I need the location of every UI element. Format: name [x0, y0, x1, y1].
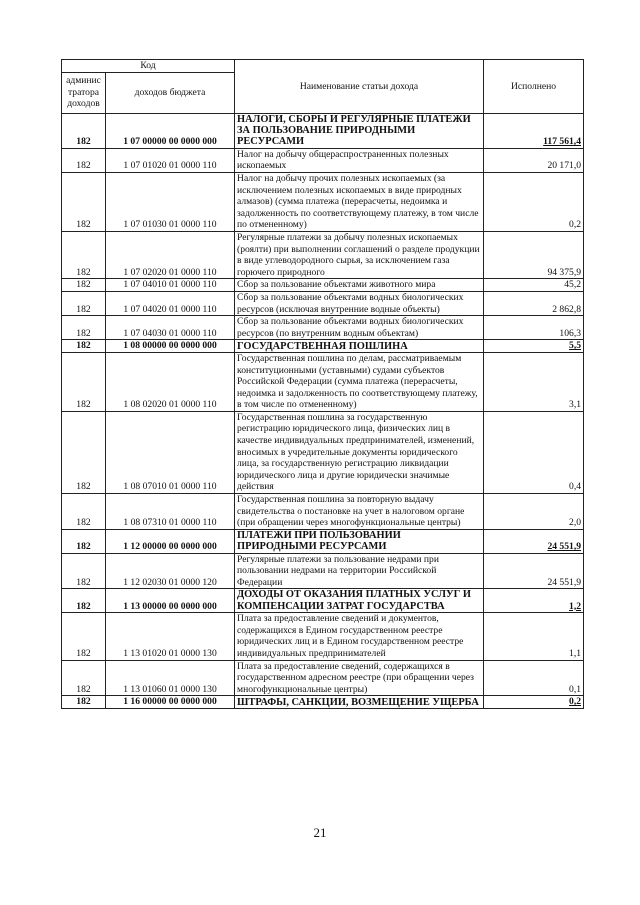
- table-row: [62, 291, 584, 315]
- amount-cell: 5,5: [484, 340, 584, 353]
- admin-code-cell: 182: [62, 352, 106, 411]
- admin-code-cell: 182: [62, 529, 106, 553]
- amount-cell: 106,3: [484, 316, 584, 340]
- admin-code-cell: 182: [62, 660, 106, 696]
- income-name-cell: Регулярные платежи за добычу полезных ископаемых (роялти) при выполнении соглашений о разделе продукции в виде углеводородного сырья, за исключением газа горючего природного: [235, 231, 484, 278]
- admin-code-cell: 182: [62, 494, 106, 530]
- page-number: 21: [313, 825, 327, 840]
- budget-income-table: [61, 59, 584, 709]
- admin-code-cell: 182: [62, 553, 106, 589]
- amount-cell: 117 561,4: [484, 113, 584, 148]
- amount-cell: 2 862,8: [484, 291, 584, 315]
- table-row: [62, 340, 584, 353]
- admin-code-cell: 182: [62, 279, 106, 292]
- income-code-cell: 1 08 07310 01 0000 110: [106, 494, 235, 530]
- income-code-cell: 1 07 04010 01 0000 110: [106, 279, 235, 292]
- table-row: [62, 231, 584, 278]
- income-name-cell: Государственная пошлина по делам, рассматриваемым конституционными (уставными) судами субъектов Российской Федерации (сумма платежа (перерасчеты, недоимка и задолженность по соответствующему платежу, в том числе по отмененному): [235, 352, 484, 411]
- income-name-cell: НАЛОГИ, СБОРЫ И РЕГУЛЯРНЫЕ ПЛАТЕЖИ ЗА ПОЛЬЗОВАНИЕ ПРИРОДНЫМИ РЕСУРСАМИ: [235, 113, 484, 148]
- amount-cell: 24 551,9: [484, 529, 584, 553]
- income-code-cell: 1 12 02030 01 0000 120: [106, 553, 235, 589]
- income-name-cell: Налог на добычу общераспространенных полезных ископаемых: [235, 148, 484, 172]
- income-name-cell: Налог на добычу прочих полезных ископаемых (за исключением полезных ископаемых в виде природных алмазов) (сумма платежа (перерасчеты, недоимка и задолженность по соответствующему платежу, в том числе по отмененному): [235, 173, 484, 232]
- income-code-cell: 1 07 04020 01 0000 110: [106, 291, 235, 315]
- income-name-cell: Сбор за пользование объектами водных биологических ресурсов (по внутренним водным объектам): [235, 316, 484, 340]
- table-row: [62, 352, 584, 411]
- amount-column-header: Исполнено: [484, 60, 584, 114]
- amount-cell: 94 375,9: [484, 231, 584, 278]
- income-name-cell: Сбор за пользование объектами водных биологических ресурсов (исключая внутренние водные объекты): [235, 291, 484, 315]
- income-name-cell: Плата за предоставление сведений и документов, содержащихся в Едином государственном реестре юридических лиц и в Едином государственном реестре индивидуальных предпринимателей: [235, 613, 484, 660]
- admin-code-cell: 182: [62, 340, 106, 353]
- income-name-cell: Плата за предоставление сведений, содержащихся в государственном адресном реестре (при обращении через многофункциональные центры): [235, 660, 484, 696]
- amount-cell: 1,2: [484, 589, 584, 613]
- income-code-cell: 1 13 00000 00 0000 000: [106, 589, 235, 613]
- amount-cell: 0,2: [484, 696, 584, 709]
- admin-code-cell: 182: [62, 231, 106, 278]
- table-row: [62, 529, 584, 553]
- income-code-cell: 1 07 01030 01 0000 110: [106, 173, 235, 232]
- table-row: [62, 696, 584, 709]
- table-row: [62, 613, 584, 660]
- admin-code-column-header: админис тратора доходов: [62, 72, 106, 113]
- name-column-header: Наименование статьи дохода: [235, 60, 484, 114]
- income-code-cell: 1 12 00000 00 0000 000: [106, 529, 235, 553]
- admin-code-cell: 182: [62, 613, 106, 660]
- income-code-cell: 1 08 07010 01 0000 110: [106, 411, 235, 493]
- admin-code-cell: 182: [62, 173, 106, 232]
- admin-code-cell: 182: [62, 316, 106, 340]
- code-group-header: Код: [62, 60, 235, 73]
- amount-cell: 0,2: [484, 173, 584, 232]
- table-row: [62, 494, 584, 530]
- admin-code-cell: 182: [62, 148, 106, 172]
- amount-cell: 1,1: [484, 613, 584, 660]
- income-code-cell: 1 08 00000 00 0000 000: [106, 340, 235, 353]
- income-code-cell: 1 08 02020 01 0000 110: [106, 352, 235, 411]
- income-code-cell: 1 13 01020 01 0000 130: [106, 613, 235, 660]
- income-name-cell: Государственная пошлина за государственную регистрацию юридического лица, физических лиц в качестве индивидуальных предпринимателей, изменений, вносимых в учредительные документы юридического лица, за государственную регистрацию ликвидации юридического лица и другие юридически значимые действия: [235, 411, 484, 493]
- amount-cell: 24 551,9: [484, 553, 584, 589]
- income-name-cell: ПЛАТЕЖИ ПРИ ПОЛЬЗОВАНИИ ПРИРОДНЫМИ РЕСУРСАМИ: [235, 529, 484, 553]
- table-row: [62, 316, 584, 340]
- income-name-cell: ГОСУДАРСТВЕННАЯ ПОШЛИНА: [235, 340, 484, 353]
- amount-cell: 45,2: [484, 279, 584, 292]
- admin-code-cell: 182: [62, 411, 106, 493]
- table-row: [62, 589, 584, 613]
- table-row: [62, 411, 584, 493]
- income-code-cell: 1 13 01060 01 0000 130: [106, 660, 235, 696]
- table-row: [62, 279, 584, 292]
- table-row: [62, 660, 584, 696]
- income-name-cell: ДОХОДЫ ОТ ОКАЗАНИЯ ПЛАТНЫХ УСЛУГ И КОМПЕНСАЦИИ ЗАТРАТ ГОСУДАРСТВА: [235, 589, 484, 613]
- table-header: [62, 60, 584, 114]
- income-name-cell: Сбор за пользование объектами животного мира: [235, 279, 484, 292]
- amount-cell: 20 171,0: [484, 148, 584, 172]
- table-row: [62, 553, 584, 589]
- table-row: [62, 173, 584, 232]
- amount-cell: 2,0: [484, 494, 584, 530]
- table-row: [62, 148, 584, 172]
- income-code-cell: 1 07 01020 01 0000 110: [106, 148, 235, 172]
- income-code-cell: 1 07 00000 00 0000 000: [106, 113, 235, 148]
- admin-code-cell: 182: [62, 291, 106, 315]
- admin-code-cell: 182: [62, 696, 106, 709]
- income-name-cell: Государственная пошлина за повторную выдачу свидетельства о постановке на учет в налоговом органе (при обращении через многофункциональные центры): [235, 494, 484, 530]
- amount-cell: 3,1: [484, 352, 584, 411]
- income-name-cell: ШТРАФЫ, САНКЦИИ, ВОЗМЕЩЕНИЕ УЩЕРБА: [235, 696, 484, 709]
- income-code-cell: 1 16 00000 00 0000 000: [106, 696, 235, 709]
- income-code-column-header: доходов бюджета: [106, 72, 235, 113]
- admin-code-cell: 182: [62, 113, 106, 148]
- income-code-cell: 1 07 04030 01 0000 110: [106, 316, 235, 340]
- table-row: [62, 113, 584, 148]
- income-name-cell: Регулярные платежи за пользование недрами при пользовании недрами на территории Российской Федерации: [235, 553, 484, 589]
- amount-cell: 0,1: [484, 660, 584, 696]
- amount-cell: 0,4: [484, 411, 584, 493]
- income-code-cell: 1 07 02020 01 0000 110: [106, 231, 235, 278]
- admin-code-cell: 182: [62, 589, 106, 613]
